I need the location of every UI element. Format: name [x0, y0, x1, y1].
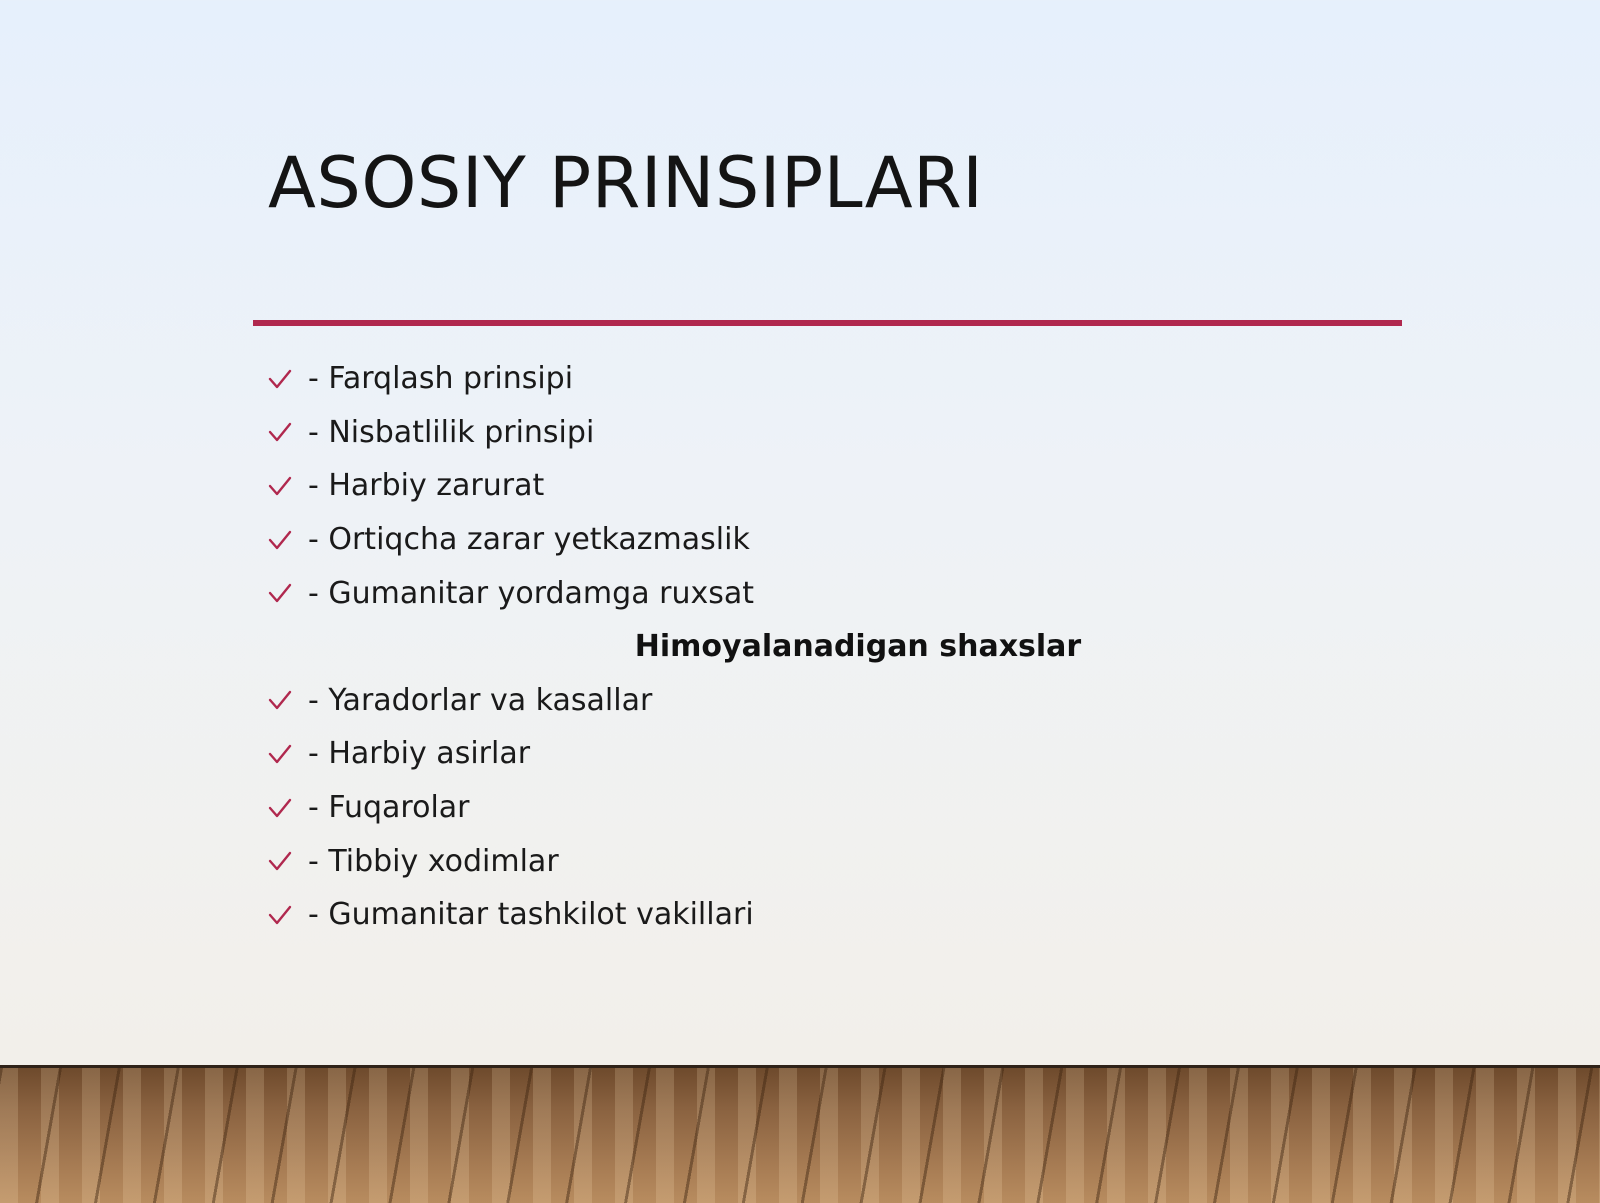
checkmark-icon	[268, 797, 308, 819]
list-item-text: - Yaradorlar va kasallar	[308, 682, 653, 718]
checkmark-icon	[268, 743, 308, 765]
list-item-principle	[268, 566, 1388, 620]
list-item-principle	[268, 459, 1388, 513]
checkmark-icon	[268, 529, 308, 551]
checkmark-icon	[268, 368, 308, 390]
slide-title: ASOSIY PRINSIPLARI	[268, 142, 984, 224]
checkmark-icon	[268, 421, 308, 443]
checkmark-icon	[268, 475, 308, 497]
checkmark-icon	[268, 582, 308, 604]
list-item-protected	[268, 674, 1388, 728]
checkmark-icon	[268, 850, 308, 872]
list-item-protected	[268, 888, 1388, 942]
slide-content	[268, 352, 1388, 942]
list-item-protected	[268, 834, 1388, 888]
list-item-text: - Farqlash prinsipi	[308, 361, 574, 397]
checkmark-icon	[268, 689, 308, 711]
wooden-floor-background	[0, 1065, 1600, 1203]
list-item-text: - Gumanitar yordamga ruxsat	[308, 575, 755, 611]
list-item-text: - Ortiqcha zarar yetkazmaslik	[308, 522, 750, 558]
list-item-principle	[268, 513, 1388, 567]
list-item-text: - Harbiy zarurat	[308, 468, 545, 504]
list-item-principle	[268, 352, 1388, 406]
list-item-text: - Tibbiy xodimlar	[308, 843, 559, 879]
list-item-protected	[268, 781, 1388, 835]
list-item-protected	[268, 727, 1388, 781]
checkmark-icon	[268, 904, 308, 926]
list-item-principle	[268, 406, 1388, 460]
title-divider	[253, 320, 1402, 326]
list-item-text: - Fuqarolar	[308, 790, 470, 826]
list-item-text: - Nisbatlilik prinsipi	[308, 414, 595, 450]
section-subheading: Himoyalanadigan shaxslar	[634, 629, 1082, 665]
list-item-text: - Gumanitar tashkilot vakillari	[308, 897, 754, 933]
list-item-text: - Harbiy asirlar	[308, 736, 531, 772]
